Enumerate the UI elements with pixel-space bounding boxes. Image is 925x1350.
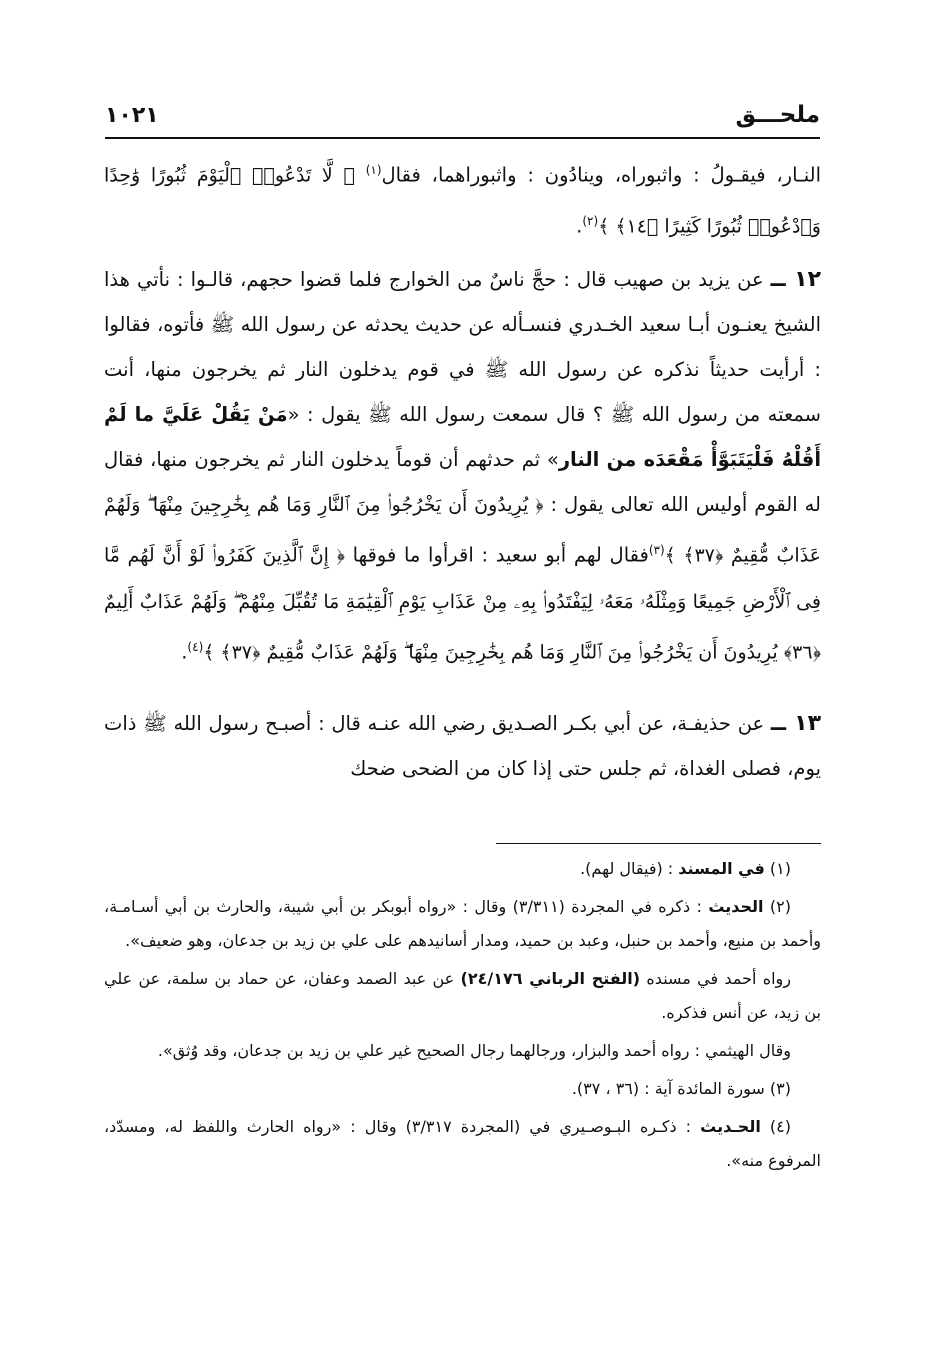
main-text xyxy=(104,148,821,791)
text-run: عن يزيد بن صهيب قال : حجَّ ناسٌ من الخوارج فلما قضوا حجهم، قالـوا : نأتي هذا الشيخ يعنـون أبـا سعيد الخـدري فنسـأله عن حديث يحدثه عن رسول الله ﷺ فأتوه، فقالوا : أرأيت حديثاً نذكره عن رسول الله ﷺ في قوم يدخلون النار ثم يخرجون منها، أنت سمعته من رسول الله ﷺ ؟ قال سمعت رسول الله ﷺ يقول : « xyxy=(104,268,821,426)
footnote-ref: (٤) xyxy=(187,639,204,654)
footnote-text: : (فيقال لهم). xyxy=(580,859,674,878)
footnote-1 xyxy=(104,852,821,886)
footnote-number: (٢) xyxy=(769,897,791,916)
hadith-number: ١٢ ــ xyxy=(770,267,822,292)
footnote-4 xyxy=(104,1110,821,1178)
footnotes xyxy=(104,852,821,1182)
quran-verse: ﴿ إِنَّ ٱلَّذِينَ كَفَرُوا۟ لَوْ أَنَّ لَهُم مَّا فِى ٱلْأَرْضِ جَمِيعًا وَمِثْلَهُۥ مَعَهُۥ لِيَفْتَدُوا۟ بِهِۦ مِنْ عَذَابِ يَوْمِ ٱلْقِيَٰمَةِ مَا تُقُبِّلَ مِنْهُمْ ۖ وَلَهُمْ عَذَابٌ أَلِيمٌ ﴿٣٦﴾ يُرِيدُونَ أَن يَخْرُجُوا۟ مِنَ ٱلنَّارِ وَمَا هُم بِخَٰرِجِينَ مِنْهَا ۖ وَلَهُمْ عَذَابٌ مُّقِيمٌ ﴿٣٧﴾ ﴾ xyxy=(104,544,821,663)
footnote-number: (٣) xyxy=(769,1079,791,1098)
footnote-text: : ذكـره البـوصـيري في (المجردة ٣/٣١٧) وقال : «رواه الحارث واللفظ له، ومسدّد، المرفوع منه». xyxy=(104,1117,821,1170)
page-header xyxy=(105,95,820,135)
footnote-divider xyxy=(496,843,821,844)
footnote-3 xyxy=(104,1072,821,1106)
footnote-2 xyxy=(104,890,821,958)
footnote-label: الحديث xyxy=(708,897,764,916)
footnote-ref: (٣) xyxy=(648,543,665,557)
footnote-text: عن عبد الصمد وعفان، عن حماد بن سلمة، عن علي بن زيد، عن أنس فذكره. xyxy=(104,969,821,1022)
hadith-quote: مَنْ يَقُلْ عَلَيَّ ما لَمْ أَقُلْهُ فَلْيَتَبَوَّأْ مَقْعَدَه من النار xyxy=(104,403,822,471)
footnote-ref: (١) xyxy=(365,163,382,177)
quran-verse: ﴿ لَّا تَدْعُوا۟ ٱلْيَوْمَ ثُبُورًا وَٰحِدًا وَٱدْعُوا۟ ثُبُورًا كَثِيرًا ﴿١٤﴾ ﴾ xyxy=(104,164,821,237)
text-run: النـار، فيقـولُ : واثبوراه، وينادُون : واثبوراهما، فقال xyxy=(381,163,821,187)
page-number: ١٠٢١ xyxy=(105,102,159,128)
hadith-number: ١٣ ــ xyxy=(770,711,822,736)
footnote-text: وقال الهيثمي : رواه أحمد والبزار، ورجالهما رجال الصحيح غير علي بن زيد بن جدعان، وقد وُثق». xyxy=(157,1041,791,1060)
footnote-number: (٤) xyxy=(769,1117,791,1136)
text-run: . xyxy=(576,214,583,237)
paragraph-13 xyxy=(104,701,821,791)
running-title: ملحـــق xyxy=(735,102,820,128)
text-run: . xyxy=(181,640,188,663)
text-run: عن حذيفـة، عن أبي بكـر الصـديق رضي الله عنـه قال : أصبـح رسول الله ﷺ ذات يوم، فصلى الغداة، ثم جلس حتى إذا كان من الضحى ضحك xyxy=(104,712,821,780)
header-divider xyxy=(105,137,820,139)
footnote-label: الحـديث xyxy=(700,1117,761,1136)
text-run: فقال لهم أبو سعيد : اقرأوا ما فوقها xyxy=(352,543,649,567)
paragraph-continuation xyxy=(104,148,821,249)
footnote-2-haythami xyxy=(104,1034,821,1068)
paragraph-12 xyxy=(104,257,821,675)
footnote-ref: (٢) xyxy=(582,213,599,228)
footnote-text: سورة المائدة آية : (٣٦ ، ٣٧). xyxy=(571,1079,765,1098)
footnote-text: رواه أحمد في مسنده xyxy=(646,969,791,988)
footnote-text: : ذكره في المجردة (٣/٣١١) وقال : «رواه أبوبكر بن أبي شيبة، والحارث بن أبي أسـامـة، وأحمد بن منيع، وأحمد بن حنبل، وعبد بن حميد، ومدار أسانيدهم على علي بن زيد بن جدعان، وهو ضعيف». xyxy=(104,897,821,950)
footnote-number: (١) xyxy=(769,859,791,878)
text-run: » ثم حدثهم أن قوماً يدخلون النار ثم يخرجون منها، فقال له القوم أوليس الله تعالى يقول : xyxy=(104,448,821,516)
quran-verse: ﴿ يُرِيدُونَ أَن يَخْرُجُوا۟ مِنَ ٱلنَّارِ وَمَا هُم بِخَٰرِجِينَ مِنْهَا ۖ وَلَهُمْ عَذَابٌ مُّقِيمٌ ﴿٣٧﴾ ﴾ xyxy=(104,494,822,567)
footnote-source: (الفتح الرباني ٢٤/١٧٦) xyxy=(460,969,641,988)
footnote-2-continued xyxy=(104,962,821,1030)
footnote-label: في المسند xyxy=(678,859,765,878)
